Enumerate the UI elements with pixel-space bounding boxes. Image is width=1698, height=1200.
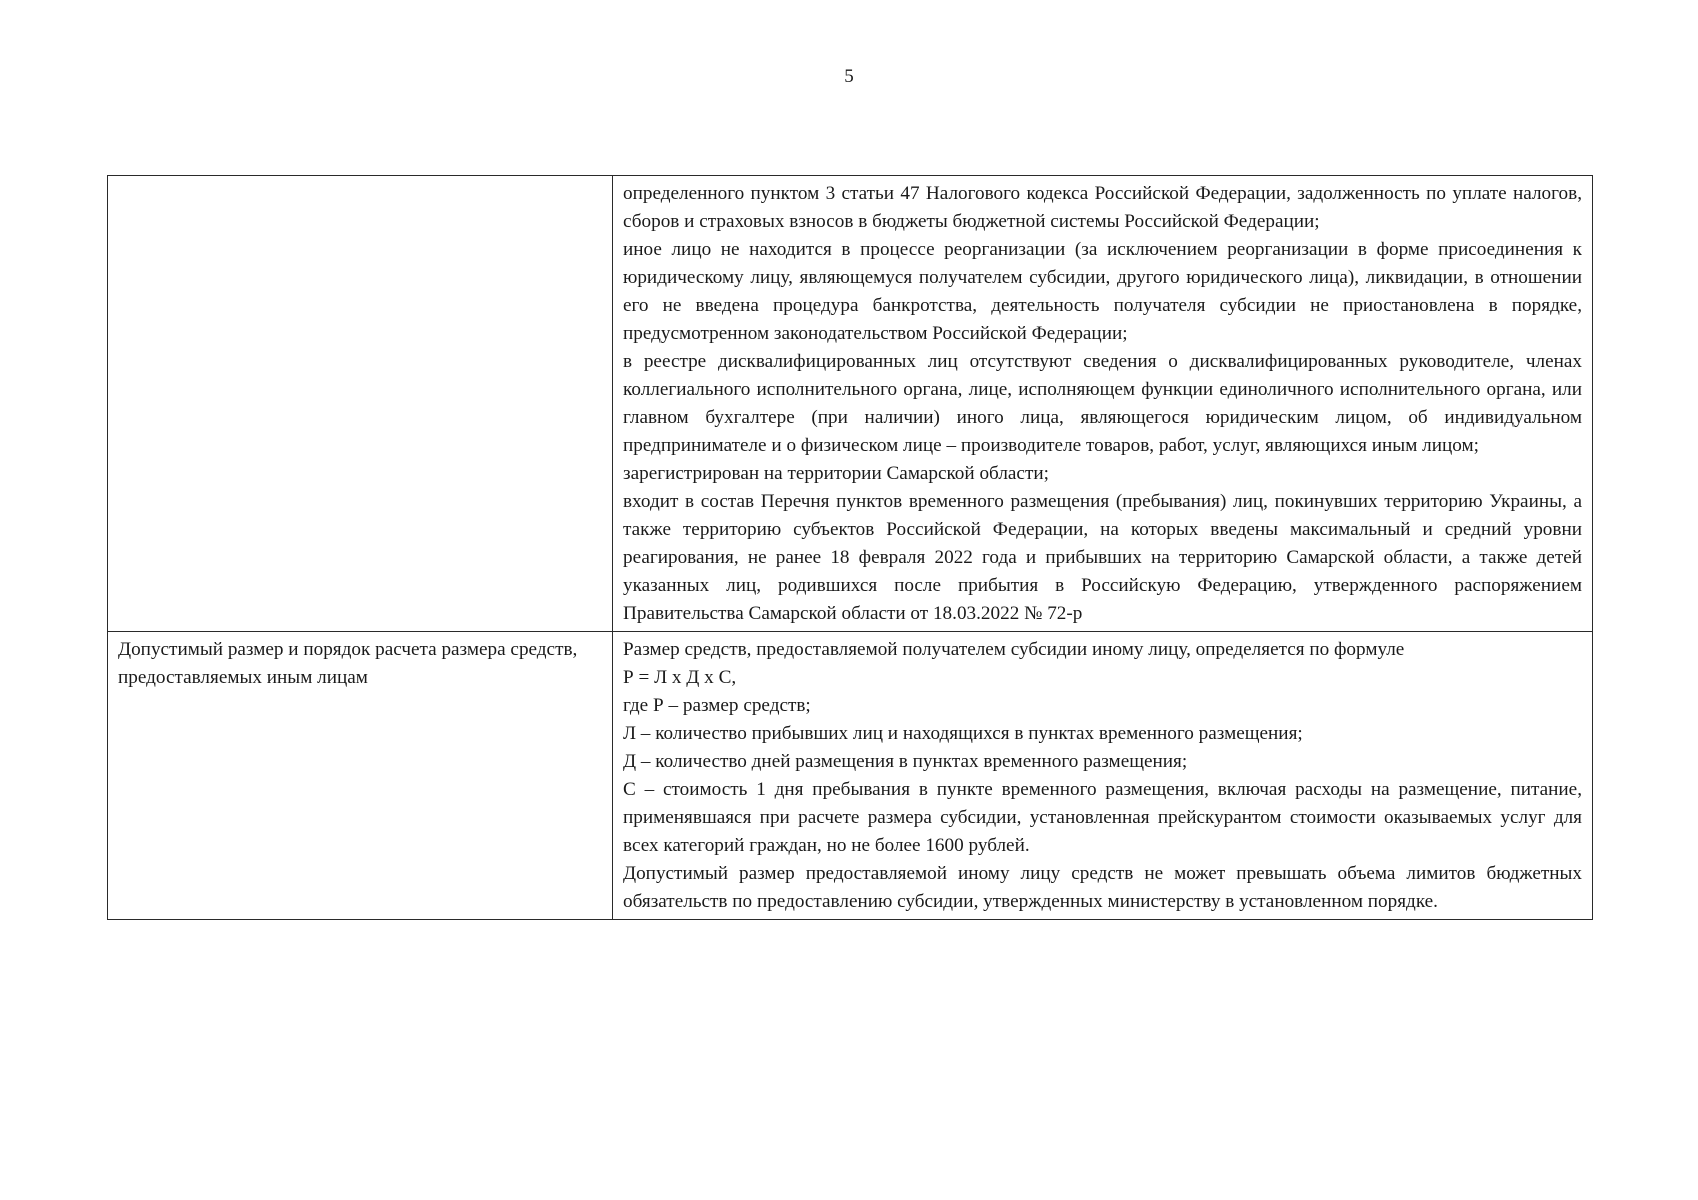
table-cell-conditions [613,176,1593,632]
paragraph-reorganization: иное лицо не находится в процессе реорганизации (за исключением реорганизации в форме присоединения к юридическому лицу, являющемуся получателем субсидии, другого юридического лица), ликвидации, в отношении его не введена процедура банкротства, деятельность получателя субсидии не приостановлена в порядке, предусмотренном законодательством Российской Федерации; [623,239,1582,344]
row-heading-allowed-amount: Допустимый размер и порядок расчета размера средств, предоставляемых иным лицам [118,639,578,688]
formula-var-d: Д – количество дней размещения в пунктах временного размещения; [623,751,1188,772]
table-row [108,632,1593,920]
page-number: 5 [844,66,854,87]
paragraph-temporary-placement-list: входит в состав Перечня пунктов временного размещения (пребывания) лиц, покинувших территорию Украины, а также территорию субъектов Российской Федерации, на которых введены максимальный и средний уровни реагирования, не ранее 18 февраля 2022 года и прибывших на территорию Самарской области, а также детей указанных лиц, родившихся после прибытия в Российскую Федерацию, утвержденного распоряжением Правительства Самарской области от 18.03.2022 № 72-р [623,491,1582,624]
table-cell-calculation [613,632,1593,920]
paragraph-tax-debt: определенного пунктом 3 статьи 47 Налогового кодекса Российской Федерации, задолженность по уплате налогов, сборов и страховых взносов в бюджеты бюджетной системы Российской Федерации; [623,183,1582,232]
paragraph-disqualified-registry: в реестре дисквалифицированных лиц отсутствуют сведения о дисквалифицированных руководителе, членах коллегиального исполнительного органа, лице, исполняющем функции единоличного исполнительного органа, или главном бухгалтере (при наличии) иного лица, являющегося юридическим лицом, об индивидуальном предпринимателе и о физическом лице – производителе товаров, работ, услуг, являющихся иным лицом; [623,351,1582,456]
formula-var-c: С – стоимость 1 дня пребывания в пункте временного размещения, включая расходы на размещение, питание, применявшаяся при расчете размера субсидии, установленная прейскурантом стоимости оказываемых услуг для всех категорий граждан, но не более 1600 рублей. [623,779,1582,856]
formula: Р = Л х Д х С, [623,667,737,688]
table-cell-heading [108,632,613,920]
paragraph-registered-samara: зарегистрирован на территории Самарской области; [623,463,1049,484]
formula-var-p: где Р – размер средств; [623,695,811,716]
table-row [108,176,1593,632]
formula-var-l: Л – количество прибывших лиц и находящихся в пунктах временного размещения; [623,723,1303,744]
table-cell-left-empty [108,176,613,632]
regulation-table [107,175,1593,920]
paragraph-limit: Допустимый размер предоставляемой иному лицу средств не может превышать объема лимитов бюджетных обязательств по предоставлению субсидии, утвержденных министерству в установленном порядке. [623,863,1582,912]
paragraph-formula-intro: Размер средств, предоставляемой получателем субсидии иному лицу, определяется по формуле [623,639,1405,660]
